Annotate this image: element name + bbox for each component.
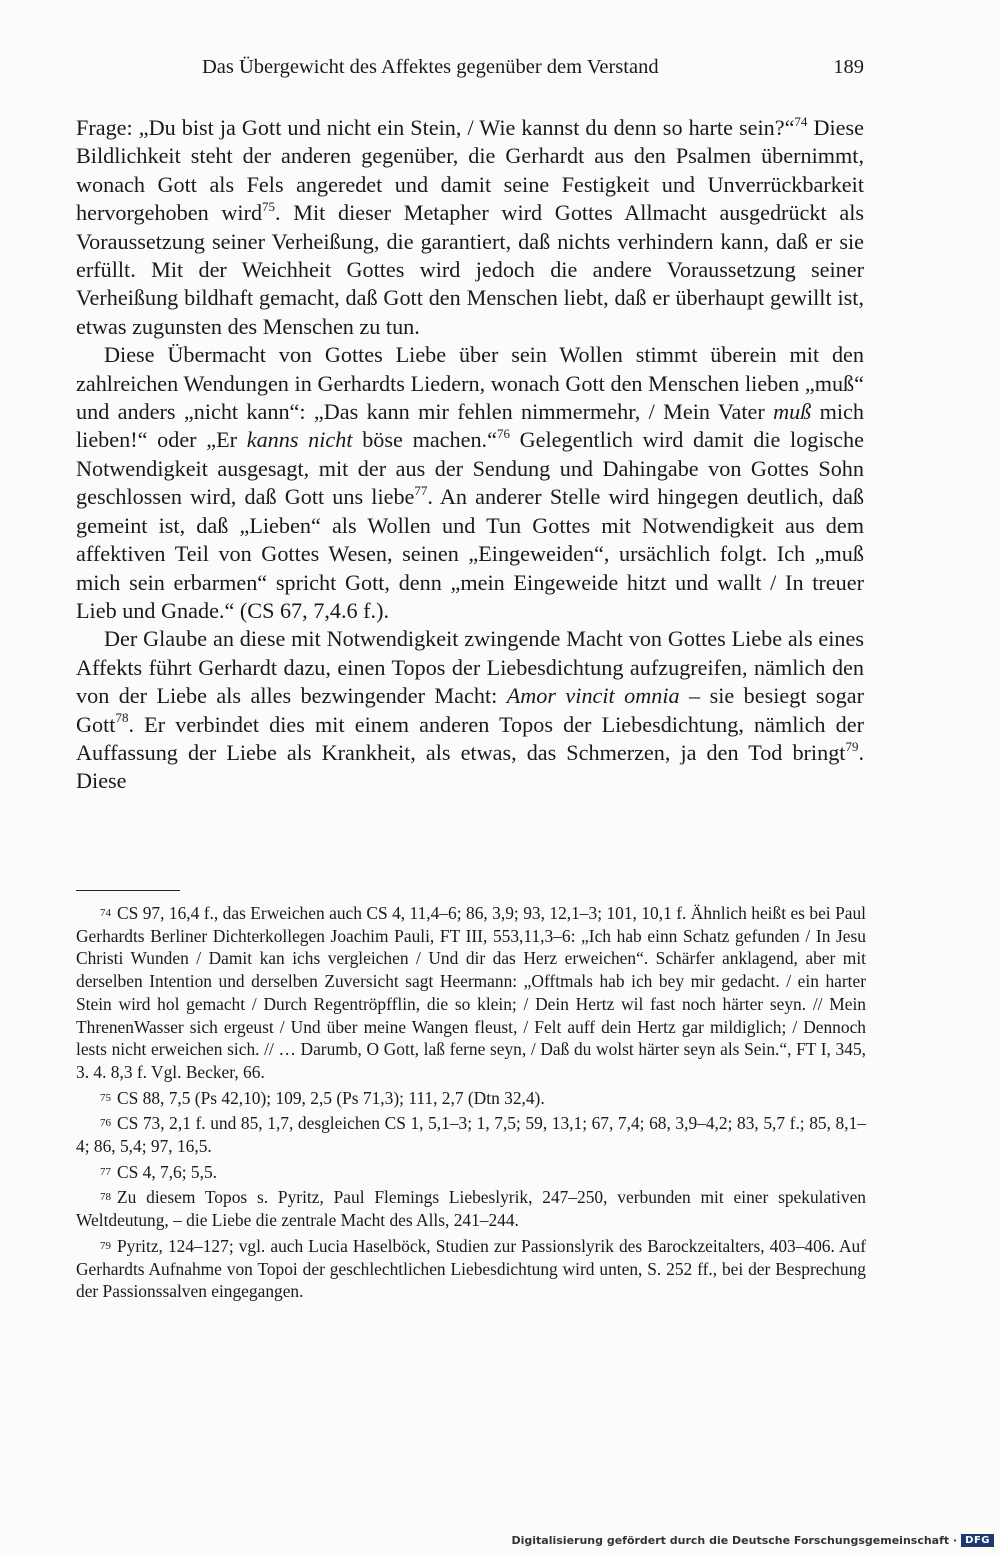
footnote-76 (76, 1112, 866, 1157)
paragraph-3 (76, 625, 864, 795)
text-run: mich lieben!“ oder „Er (76, 399, 864, 453)
footnote-74 (76, 902, 866, 1084)
paragraph-2 (76, 341, 864, 625)
paragraph-1 (76, 114, 864, 341)
text-run: . An anderer Stelle wird hingegen deutlich, daß gemeint ist, daß „Lieben“ als Wollen und Tun Gottes mit Notwendigkeit aus dem affektiven Teil von Gottes Wesen, seinen „Eingeweiden“, ursächlich folgt. Ich „muß mich sein erbarmen“ spricht Gott, denn „mein Eingeweide hitzt und wallt / In treuer Lieb und Gnade.“ (CS 67, 7,4.6 f.). (76, 484, 865, 623)
footnote-ref-76[interactable]: 76 (496, 426, 510, 442)
footnote-ref-75[interactable]: 75 (262, 198, 276, 214)
footnote-ref-74[interactable]: 74 (794, 113, 808, 129)
text-run: böse machen.“ (352, 427, 497, 453)
footnote-text: CS 97, 16,4 f., das Erweichen auch CS 4, 11,4–6; 86, 3,9; 93, 12,1–3; 101, 10,1 f. Ähnlich heißt es bei Paul Gerhardts Berliner Dichterkollegen Joachim Pauli, FT III, 553,11,3–6: „Ich hab einn Schatz gefunden / In Jesu Christi Wunden / Damit kan ichs vergleichen / Und dir das Herz erweichen“. Schärfer anklagend, aber mit derselben Intention und derselben Zuversicht sagt Heermann: „Offtmals hab ich bey mir gedacht. / ein harter Stein wird hol gemacht / Durch Regentröpfflin, die so klein; / Dein Hertz wil fast noch härter seyn. // Mein ThrenenWasser sich ergeust / Und über meine Wangen fleust, / Felt auff dein Hertz gar mildiglich; / Dennoch lests nicht erweichen sich. // … Darumb, O Gott, laß ferne seyn, / Daß du wolst härter seyn als Sein.“, FT I, 345, 3. 4. 8,3 f. Vgl. Becker, 66. (76, 903, 866, 1082)
footnote-number: 75 (100, 1091, 111, 1104)
funding-text: Digitalisierung gefördert durch die Deutsche Forschungsgemeinschaft · (511, 1533, 958, 1547)
emphasis: muß (773, 399, 812, 425)
footnotes (76, 902, 866, 1306)
footnote-75 (76, 1087, 866, 1110)
text-run: . Er verbindet dies mit einem anderen Topos der Liebesdichtung, nämlich der Auffassung der Liebe als Krankheit, als etwas, das Schmerzen, ja den Tod bringt (76, 711, 864, 765)
footnote-text: CS 73, 2,1 f. und 85, 1,7, desgleichen CS 1, 5,1–3; 1, 7,5; 59, 13,1; 67, 7,4; 68, 3,9–4,2; 83, 5,7 f.; 85, 8,1–4; 86, 5,4; 97, 16,5. (76, 1113, 866, 1157)
footnote-number: 76 (100, 1117, 111, 1130)
text-run: . Diese (76, 739, 864, 794)
dfg-logo: DFG (961, 1534, 994, 1547)
funding-banner (511, 1530, 994, 1550)
footnote-text: Pyritz, 124–127; vgl. auch Lucia Haselböck, Studien zur Passionslyrik des Barockzeitalters, 403–406. Auf Gerhardts Aufnahme von Topoi der geschlechtlichen Liebesdichtung wird unten, S. 252 ff., bei der Besprechung der Passionssalven eingegangen. (76, 1235, 866, 1302)
text-run: Frage: „Du bist ja Gott und nicht ein Stein, / Wie kannst du denn so harte sein?“ (76, 115, 795, 140)
page-number: 189 (833, 56, 864, 78)
emphasis: kanns nicht (246, 427, 353, 453)
footnote-number: 78 (100, 1191, 111, 1204)
footnote-ref-77[interactable]: 77 (414, 482, 428, 498)
footnote-78 (76, 1186, 866, 1231)
footnote-text: CS 88, 7,5 (Ps 42,10); 109, 2,5 (Ps 71,3); 111, 2,7 (Dtn 32,4). (117, 1087, 545, 1108)
footnote-ref-79[interactable]: 79 (845, 738, 859, 754)
footnote-number: 77 (100, 1165, 111, 1178)
footnote-number: 74 (100, 907, 111, 919)
text-run: – sie besiegt sogar Gott (76, 683, 864, 737)
running-head (76, 56, 864, 86)
text-run: Gelegentlich wird damit die logische Notwendigkeit ausgesagt, mit der aus der Sendung und Dahingabe von Gottes Sohn geschlossen wird, daß Gott uns liebe (76, 427, 864, 510)
footnote-77 (76, 1161, 866, 1184)
footnote-number: 79 (100, 1239, 111, 1252)
footnote-79 (76, 1235, 866, 1303)
body-text (76, 114, 864, 796)
footnote-ref-78[interactable]: 78 (115, 710, 129, 726)
text-run: Diese Übermacht von Gottes Liebe über sein Wollen stimmt überein mit den zahlreichen Wendungen in Gerhardts Liedern, wonach Gott den Menschen lieben „muß“ und anders „nicht kann“: „Das kann mir fehlen nimmermehr, / Mein Vater (76, 342, 864, 425)
text-run: . Mit dieser Metapher wird Gottes Allmacht ausgedrückt als Voraussetzung seiner Verheißung, die garantiert, daß nichts verhindern kann, daß er sie erfüllt. Mit der Weichheit Gottes wird jedoch die andere Voraussetzung seiner Verheißung bildhaft gemacht, daß Gott den Menschen liebt, daß er überhaupt gewillt ist, etwas zugunsten des Menschen zu tun. (76, 200, 864, 339)
emphasis: Amor vincit omnia (506, 683, 680, 709)
footnote-divider (76, 890, 180, 891)
footnote-text: Zu diesem Topos s. Pyritz, Paul Flemings Liebeslyrik, 247–250, verbunden mit einer spekulativen Weltdeutung, – die Liebe die zentrale Macht des Alls, 241–244. (76, 1187, 866, 1231)
text-run: Der Glaube an diese mit Notwendigkeit zwingende Macht von Gottes Liebe als eines Affekts führt Gerhardt dazu, einen Topos der Liebesdichtung aufzugreifen, nämlich den von der Liebe als alles bezwingender Macht: (76, 626, 864, 709)
footnote-text: CS 4, 7,6; 5,5. (117, 1161, 218, 1182)
running-title: Das Übergewicht des Affektes gegenüber dem Verstand (202, 56, 659, 78)
text-run: Diese Bildlichkeit steht der anderen gegenüber, die Gerhardt aus den Psalmen übernimmt, wonach Gott als Fels angeredet und damit seine Festigkeit und Unverrückbarkeit hervorgehoben wird (76, 115, 864, 226)
